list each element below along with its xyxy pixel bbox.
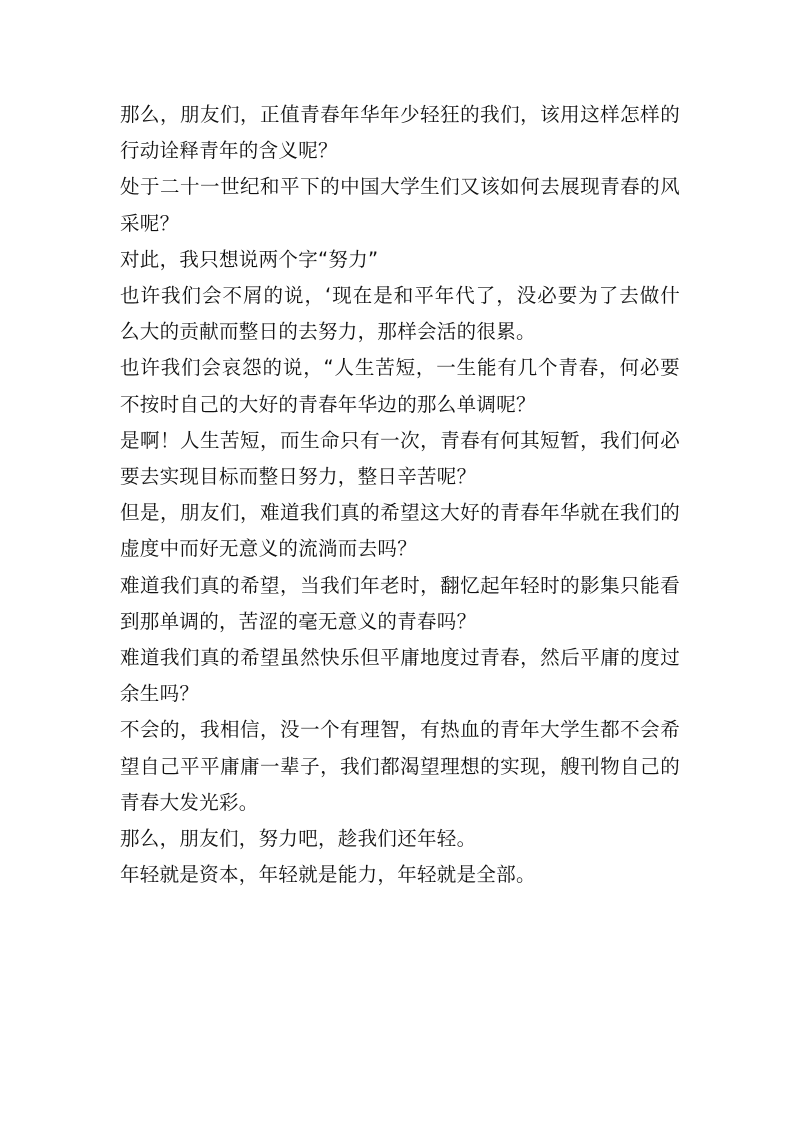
paragraph-6: 是啊！人生苦短，而生命只有一次，青春有何其短暂，我们何必要去实现目标而整日努力，整日辛苦呢？ [120, 428, 680, 489]
paragraph-5: 也许我们会哀怨的说，“人生苦短，一生能有几个青春，何必要不按时自己的大好的青春年华边的那么单调呢？ [120, 356, 680, 416]
paragraph-12: 年轻就是资本，年轻就是能力，年轻就是全部。 [120, 863, 536, 887]
paragraph-7: 但是，朋友们，难道我们真的希望这大好的青春年华就在我们的虚度中而好无意义的流淌而去吗？ [120, 501, 680, 561]
paragraph-11: 那么，朋友们，努力吧，趁我们还年轻。 [120, 827, 477, 851]
document-body [120, 97, 680, 893]
paragraph-8: 难道我们真的希望，当我们年老时，翻忆起年轻时的影集只能看到那单调的，苦涩的毫无意义的青春吗？ [120, 573, 680, 633]
paragraph-1: 那么，朋友们，正值青春年华年少轻狂的我们，该用这样怎样的行动诠释青年的含义呢？ [120, 103, 680, 163]
paragraph-3: 对此，我只想说两个字“努力” [120, 247, 379, 271]
paragraph-9: 难道我们真的希望虽然快乐但平庸地度过青春，然后平庸的度过余生吗？ [120, 646, 680, 706]
paragraph-2: 处于二十一世纪和平下的中国大学生们又该如何去展现青春的风采呢？ [120, 175, 680, 235]
paragraph-10: 不会的，我相信，没一个有理智，有热血的青年大学生都不会希望自己平平庸庸一辈子，我们都渴望理想的实现，艘刊物自己的青春大发光彩。 [120, 718, 680, 814]
paragraph-4: 也许我们会不屑的说，‘现在是和平年代了，没必要为了去做什么大的贡献而整日的去努力，那样会活的很累。 [120, 284, 680, 344]
